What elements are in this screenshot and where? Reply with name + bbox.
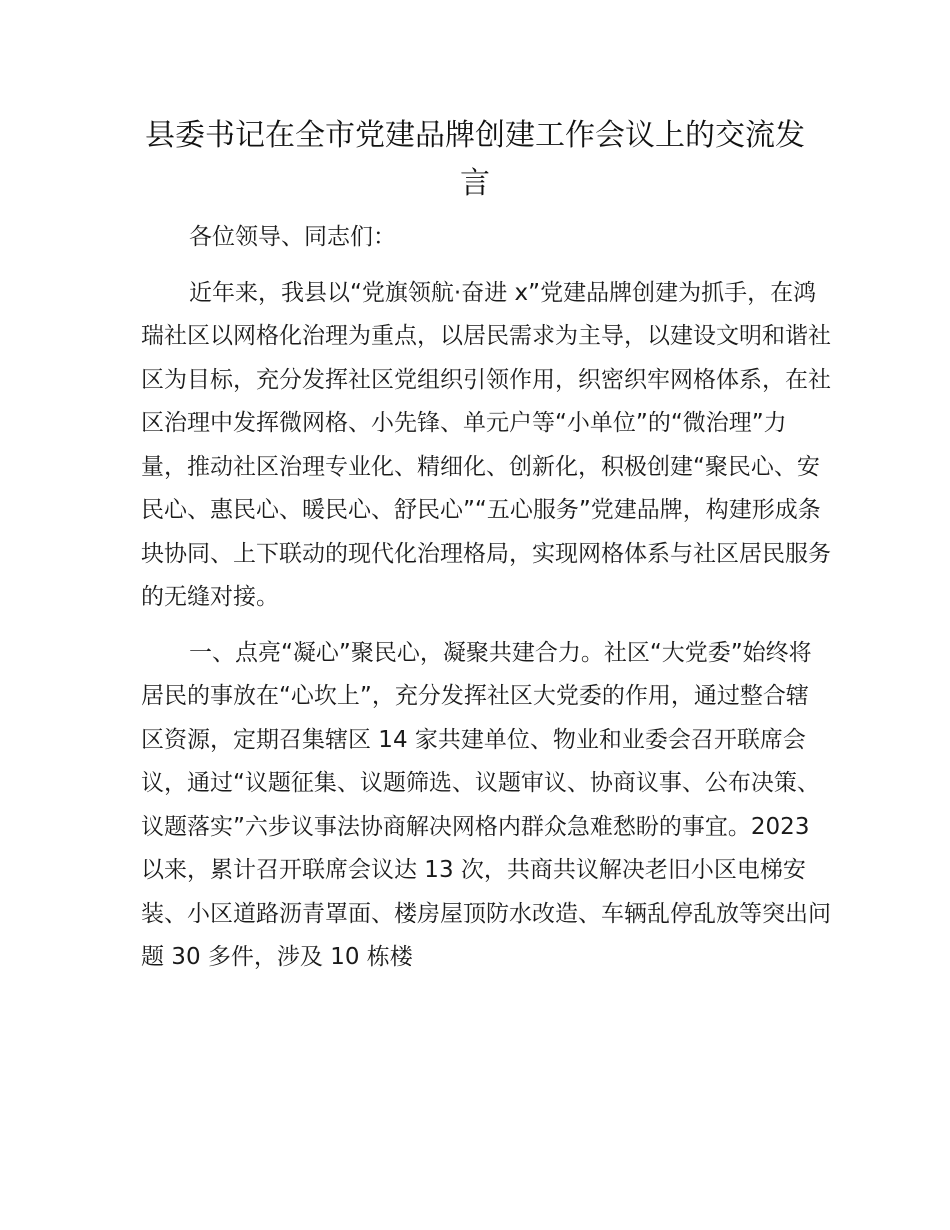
document-body (141, 216, 831, 992)
salutation: 各位领导、同志们： (189, 224, 396, 250)
paragraph-section-one: 一、点亮“凝心”聚民心，凝聚共建合力。社区“大党委”始终将居民的事放在“心坎上”，充分发挥社区大党委的作用，通过整合辖区资源，定期召集辖区 14 家共建单位、物业和业委会召开联席会议，通过“议题征集、议题筛选、议题审议、协商议事、公布决策、议题落实”六步议事法协商解决网格内群众急难愁盼的事宜。2023 以来，累计召开联席会议达 13 次，共商共议解决老旧小区电梯安装、小区道路沥青罩面、楼房屋顶防水改造、车辆乱停乱放等突出问题 30 多件，涉及 10 栋楼 (141, 639, 831, 970)
paragraph-intro: 近年来，我县以“党旗领航·奋进 x”党建品牌创建为抓手，在鸿瑞社区以网格化治理为重点，以居民需求为主导，以建设文明和谐社区为目标，充分发挥社区党组织引领作用，织密织牢网格体系，在社区治理中发挥微网格、小先锋、单元户等“小单位”的“微治理”力量，推动社区治理专业化、精细化、创新化，积极创建“聚民心、安民心、惠民心、暖民心、舒民心”“五心服务”党建品牌，构建形成条块协同、上下联动的现代化治理格局，实现网格体系与社区居民服务的无缝对接。 (141, 279, 831, 610)
document-title: 县委书记在全市党建品牌创建工作会议上的交流发言 (145, 118, 805, 201)
